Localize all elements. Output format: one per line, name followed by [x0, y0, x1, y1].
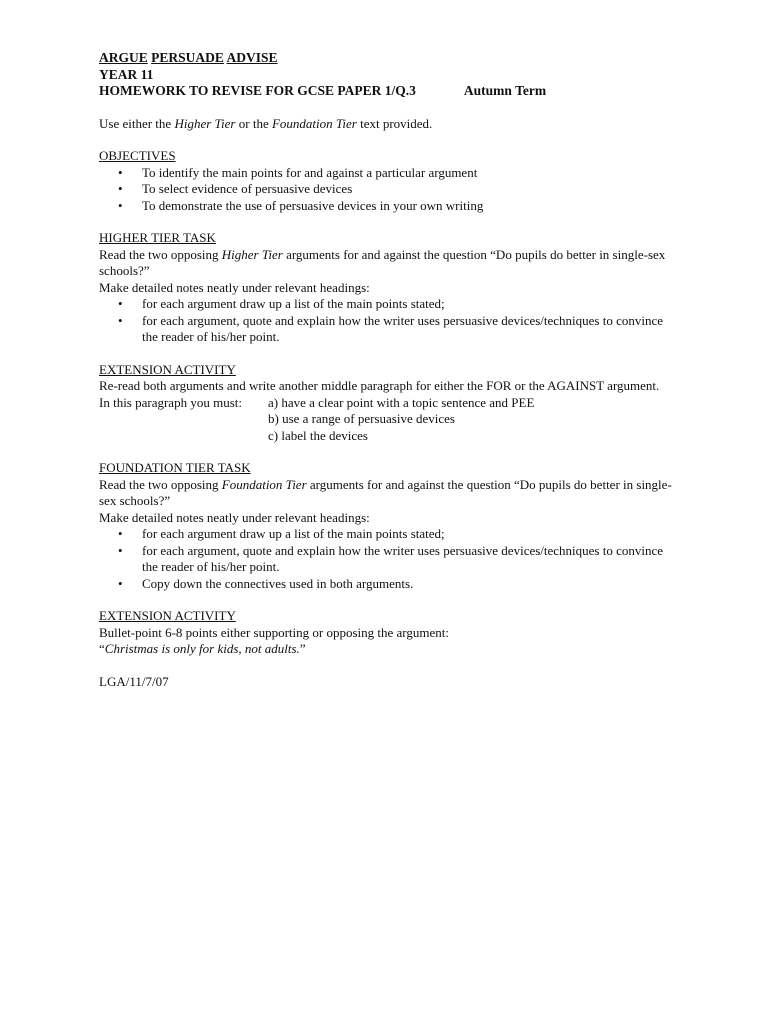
- foundation-italic: Foundation Tier: [221, 476, 307, 492]
- list-item-text: To identify the main points for and against a particular argument: [142, 164, 478, 180]
- intro-line: [99, 116, 679, 133]
- requirement-item: a) have a clear point with a topic sentence and PEE: [268, 394, 535, 410]
- requirements-list: [268, 395, 679, 445]
- quote-text: Christmas is only for kids, not adults.: [104, 641, 300, 656]
- intro-before: Use either the: [99, 115, 175, 131]
- title-words: [99, 50, 679, 67]
- foundation-before: Read the two opposing: [99, 476, 222, 492]
- list-item-text: for each argument, quote and explain how the writer uses persuasive devices/techniques to convince the reader of his/her point.: [142, 312, 664, 344]
- quote-close: ”: [299, 641, 306, 656]
- list-item-text: for each argument, quote and explain how the writer uses persuasive devices/techniques to convince the reader of his/her point.: [142, 542, 664, 574]
- document-content: [99, 50, 679, 690]
- bullet-icon: •: [118, 542, 123, 558]
- higher-italic: Higher Tier: [221, 246, 283, 262]
- list-item: [99, 181, 679, 198]
- extension-heading-1: EXTENSION ACTIVITY: [99, 361, 236, 377]
- requirements-lead: In this paragraph you must:: [99, 394, 242, 410]
- intro-higher: Higher Tier: [174, 115, 236, 131]
- objectives-heading: OBJECTIVES: [99, 148, 176, 163]
- higher-tier-list: [99, 296, 679, 346]
- list-item: [99, 165, 679, 182]
- term-label: Autumn Term: [463, 83, 547, 98]
- homework-line: [99, 83, 679, 100]
- list-item: [99, 576, 679, 593]
- title-argue: ARGUE: [99, 50, 148, 65]
- list-item-text: for each argument draw up a list of the main points stated;: [142, 296, 445, 311]
- higher-after: arguments for and against the question “Do pupils do better in single-sex schools?”: [99, 246, 666, 278]
- list-item: [99, 526, 679, 543]
- bullet-icon: •: [118, 181, 123, 196]
- year-line: YEAR 11: [99, 66, 154, 82]
- list-item-text: Copy down the connectives used in both arguments.: [142, 575, 414, 591]
- list-item: [99, 313, 679, 346]
- list-item: [99, 198, 679, 215]
- extension-heading-2: EXTENSION ACTIVITY: [99, 608, 236, 623]
- title-persuade: PERSUADE: [151, 50, 224, 65]
- document-reference: LGA/11/7/07: [99, 673, 169, 689]
- foundation-tier-list: [99, 526, 679, 592]
- bullet-icon: •: [118, 312, 123, 328]
- extension-text-1: Re-read both arguments and write another middle paragraph for either the FOR or the AGAINST argument.: [99, 378, 660, 393]
- higher-before: Read the two opposing: [99, 246, 222, 262]
- title-advise: ADVISE: [226, 50, 278, 65]
- bullet-icon: •: [118, 575, 123, 591]
- bullet-icon: •: [118, 526, 123, 541]
- higher-tier-heading: HIGHER TIER TASK: [99, 230, 216, 245]
- intro-foundation: Foundation Tier: [271, 115, 357, 131]
- requirement-item: b) use a range of persuasive devices: [268, 411, 455, 426]
- paragraph-requirements: [99, 395, 679, 445]
- objectives-list: [99, 165, 679, 215]
- bullet-icon: •: [118, 164, 123, 180]
- list-item-text: To select evidence of persuasive devices: [142, 181, 353, 196]
- bullet-icon: •: [118, 296, 123, 311]
- intro-after: text provided.: [356, 115, 433, 131]
- higher-tier-notes: Make detailed notes neatly under relevant headings:: [99, 279, 370, 295]
- foundation-tier-notes: Make detailed notes neatly under relevant headings:: [99, 509, 370, 525]
- christmas-quote: [99, 641, 679, 658]
- list-item-text: To demonstrate the use of persuasive devices in your own writing: [142, 197, 484, 213]
- intro-middle: or the: [235, 115, 272, 131]
- list-item: [99, 296, 679, 313]
- foundation-tier-heading: FOUNDATION TIER TASK: [99, 460, 251, 475]
- list-item: [99, 543, 679, 576]
- extension-text-2: Bullet-point 6-8 points either supporting or opposing the argument:: [99, 624, 449, 640]
- foundation-after: arguments for and against the question “Do pupils do better in single-sex schools?”: [99, 476, 672, 508]
- homework-title: HOMEWORK TO REVISE FOR GCSE PAPER 1/Q.3: [99, 83, 416, 98]
- foundation-tier-instruction: [99, 477, 679, 510]
- requirement-item: c) label the devices: [268, 427, 368, 443]
- quote-open: “: [99, 641, 105, 656]
- higher-tier-instruction: [99, 247, 679, 280]
- list-item-text: for each argument draw up a list of the main points stated;: [142, 526, 445, 541]
- bullet-icon: •: [118, 197, 123, 213]
